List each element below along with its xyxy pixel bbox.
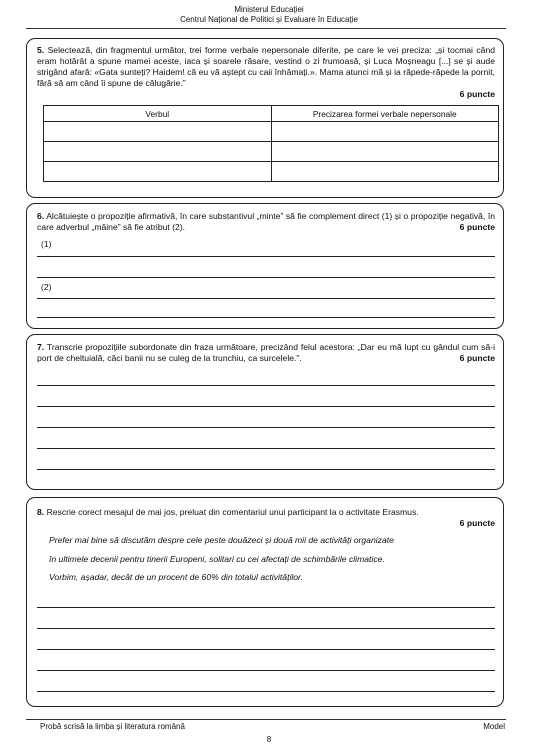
- question-8-text: 8. Rescrie corect mesajul de mai jos, preluat din comentariul unui participant la o activitate Erasmus.: [37, 507, 419, 517]
- ministry-name: Ministerul Educației: [234, 5, 304, 14]
- column-header-verb: Verbul: [44, 106, 272, 122]
- question-7-box: [26, 334, 504, 490]
- answer-line[interactable]: [37, 628, 495, 629]
- header-divider: [26, 28, 506, 29]
- column-header-form: Precizarea formei verbale nepersonale: [271, 106, 499, 122]
- answer-line[interactable]: [37, 649, 495, 650]
- page-header: [0, 5, 538, 25]
- answer-table: [43, 105, 499, 182]
- question-5-text: 5. Selectează, din fragmentul următor, trei forme verbale nepersonale diferite, pe care le vei preciza: „și tocmai când eram hotărât a spune mamei aceste, iaca și soarele răsare, vestind o zi frumoasă, și Luca Moșneagu [...] se și aude strigând afară: «Gata sunteți? Haidem! că eu vă aștept cu caii înhămați.». Mama atunci mă și ia răpede-răpede la pornit, fără să am când îi spune de călugărie.”: [37, 45, 495, 88]
- quote-line: Prefer mai bine să discutăm despre cele peste douăzeci și două mii de activități organizate: [49, 535, 394, 545]
- quote-line: Vorbim, așadar, decât de un procent de 60% din totalul activităților.: [49, 572, 303, 582]
- footer-divider: [26, 719, 506, 720]
- question-8-number: 8.: [37, 507, 45, 517]
- question-6-box: [26, 203, 504, 329]
- question-6-points: 6 puncte: [459, 222, 495, 232]
- answer-line[interactable]: [37, 298, 495, 299]
- page-number: 8: [266, 735, 272, 744]
- answer-cell[interactable]: [44, 162, 272, 182]
- question-5-number: 5.: [37, 45, 45, 55]
- answer-cell[interactable]: [271, 122, 499, 142]
- answer-line[interactable]: [37, 385, 495, 386]
- question-5-points: 6 puncte: [459, 89, 495, 99]
- answer-cell[interactable]: [271, 162, 499, 182]
- answer-cell[interactable]: [44, 122, 272, 142]
- answer-mark-2: (2): [41, 282, 52, 292]
- table-row: [44, 122, 499, 142]
- question-8-box: [26, 497, 504, 707]
- question-7-number: 7.: [37, 342, 45, 352]
- footer-model-label: Model: [483, 722, 505, 731]
- table-row: [44, 142, 499, 162]
- answer-line[interactable]: [37, 277, 495, 278]
- question-8-points: 6 puncte: [459, 518, 495, 528]
- answer-line[interactable]: [37, 469, 495, 470]
- quote-line: în ultimele decenii pentru tinerii Europeni, solitari cu cei afectați de schimbările climatice.: [49, 554, 385, 564]
- answer-line[interactable]: [37, 317, 495, 318]
- answer-cell[interactable]: [271, 142, 499, 162]
- answer-cell[interactable]: [44, 142, 272, 162]
- footer-exam-title: Probă scrisă la limba și literatura română: [40, 722, 185, 731]
- question-6-text: 6. Alcătuiește o propoziție afirmativă, în care substantivul „minte” să fie complement direct (1) și o propoziție negativă, în care adverbul „mâine” să fie atribut (2).: [37, 211, 495, 232]
- answer-line[interactable]: [37, 607, 495, 608]
- answer-line[interactable]: [37, 406, 495, 407]
- question-5-box: [26, 38, 504, 198]
- answer-line[interactable]: [37, 427, 495, 428]
- question-6-number: 6.: [37, 211, 45, 221]
- answer-line[interactable]: [37, 691, 495, 692]
- question-7-points: 6 puncte: [459, 353, 495, 363]
- answer-line[interactable]: [37, 256, 495, 257]
- question-7-text: 7. Transcrie propozițiile subordonate din fraza următoare, precizând felul acestora: „Dar eu mă lupt cu gândul cum să-i port de cheltuială, căci banii nu se culeg de la trunchiu, ca surcelele.”.: [37, 342, 495, 363]
- answer-line[interactable]: [37, 448, 495, 449]
- answer-line[interactable]: [37, 670, 495, 671]
- table-row: [44, 162, 499, 182]
- center-name: Centrul Național de Politici și Evaluare în Educație: [180, 15, 358, 24]
- answer-mark-1: (1): [41, 239, 52, 249]
